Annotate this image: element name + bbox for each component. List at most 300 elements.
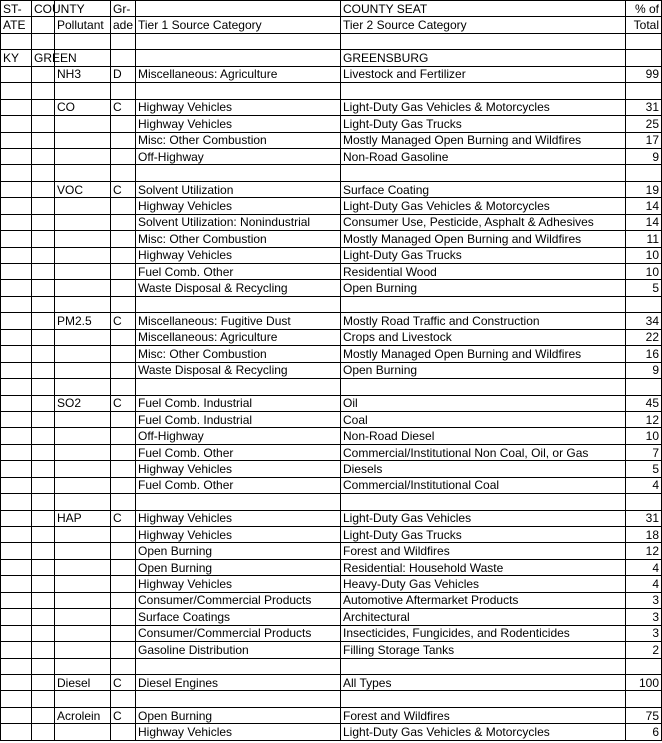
- grade-cell: [111, 148, 136, 164]
- state-cell: ST-: [1, 1, 32, 17]
- state-cell: [1, 346, 32, 362]
- grade-cell: [111, 329, 136, 345]
- percent-cell: 3: [626, 592, 662, 608]
- tier1-source-cell: Fuel Comb. Industrial: [136, 411, 341, 427]
- pollutant-cell: [55, 428, 111, 444]
- pollutant-cell: PM2.5: [55, 313, 111, 329]
- percent-cell: [626, 494, 662, 510]
- state-cell: [1, 527, 32, 543]
- percent-cell: 19: [626, 181, 662, 197]
- pollutant-cell: [55, 559, 111, 575]
- state-cell: ATE: [1, 17, 32, 33]
- state-cell: [1, 609, 32, 625]
- county-cell: [32, 658, 55, 674]
- grade-cell: [111, 346, 136, 362]
- tier2-source-cell: Residential: Household Waste: [341, 559, 626, 575]
- percent-cell: 5: [626, 461, 662, 477]
- pollutant-cell: Diesel: [55, 674, 111, 690]
- tier2-source-cell: Forest and Wildfires: [341, 707, 626, 723]
- tier1-source-cell: Consumer/Commercial Products: [136, 592, 341, 608]
- pollutant-cell: [55, 362, 111, 378]
- pollutant-cell: [55, 148, 111, 164]
- state-cell: [1, 510, 32, 526]
- pollutant-cell: VOC: [55, 181, 111, 197]
- state-cell: [1, 296, 32, 312]
- table-row: [1, 543, 662, 559]
- tier2-source-cell: Open Burning: [341, 280, 626, 296]
- tier2-source-cell: Surface Coating: [341, 181, 626, 197]
- table-row: [1, 510, 662, 526]
- county-cell: [32, 313, 55, 329]
- state-cell: [1, 231, 32, 247]
- grade-cell: ade: [111, 17, 136, 33]
- pollutant-cell: [55, 691, 111, 707]
- percent-cell: 12: [626, 411, 662, 427]
- tier1-source-cell: Highway Vehicles: [136, 527, 341, 543]
- percent-cell: 11: [626, 231, 662, 247]
- table-row: [1, 461, 662, 477]
- tier1-source-cell: Highway Vehicles: [136, 116, 341, 132]
- pollutant-cell: [55, 280, 111, 296]
- county-cell: [32, 444, 55, 460]
- tier2-source-cell: GREENSBURG: [341, 50, 626, 66]
- percent-cell: [626, 658, 662, 674]
- grade-cell: [111, 691, 136, 707]
- pollutant-cell: [55, 543, 111, 559]
- state-cell: [1, 198, 32, 214]
- table-row: [1, 592, 662, 608]
- county-cell: [32, 132, 55, 148]
- table-row: [1, 1, 662, 17]
- county-cell: [32, 543, 55, 559]
- county-cell: [32, 461, 55, 477]
- county-cell: [32, 83, 55, 99]
- state-cell: [1, 247, 32, 263]
- pollutant-cell: [55, 625, 111, 641]
- grade-cell: [111, 362, 136, 378]
- table-row: [1, 329, 662, 345]
- state-cell: [1, 592, 32, 608]
- tier1-source-cell: Miscellaneous: Agriculture: [136, 66, 341, 82]
- grade-cell: C: [111, 707, 136, 723]
- tier1-source-cell: Waste Disposal & Recycling: [136, 362, 341, 378]
- state-cell: [1, 674, 32, 690]
- percent-cell: 100: [626, 674, 662, 690]
- table-row: [1, 181, 662, 197]
- grade-cell: C: [111, 99, 136, 115]
- tier2-source-cell: Mostly Managed Open Burning and Wildfires: [341, 346, 626, 362]
- county-cell: [32, 362, 55, 378]
- percent-cell: 9: [626, 362, 662, 378]
- pollutant-cell: [55, 444, 111, 460]
- percent-cell: 4: [626, 576, 662, 592]
- state-cell: [1, 33, 32, 49]
- percent-cell: 12: [626, 543, 662, 559]
- state-cell: [1, 559, 32, 575]
- table-row: [1, 99, 662, 115]
- tier1-source-cell: Misc: Other Combustion: [136, 132, 341, 148]
- pollutant-cell: Acrolein: [55, 707, 111, 723]
- tier2-source-cell: Light-Duty Gas Vehicles & Motorcycles: [341, 99, 626, 115]
- county-cell: [32, 576, 55, 592]
- tier2-source-cell: [341, 33, 626, 49]
- county-cell: [32, 346, 55, 362]
- table-row: [1, 625, 662, 641]
- pollutant-cell: [55, 83, 111, 99]
- table-row: [1, 214, 662, 230]
- pollutant-cell: [55, 527, 111, 543]
- tier1-source-cell: Off-Highway: [136, 428, 341, 444]
- state-cell: [1, 477, 32, 493]
- tier2-source-cell: Light-Duty Gas Trucks: [341, 116, 626, 132]
- pollutant-cell: [55, 609, 111, 625]
- county-cell: [32, 247, 55, 263]
- county-cell: [32, 642, 55, 658]
- grade-cell: [111, 658, 136, 674]
- state-cell: [1, 691, 32, 707]
- grade-cell: [111, 543, 136, 559]
- pollutant-cell: [55, 132, 111, 148]
- grade-cell: Gr-: [111, 1, 136, 17]
- tier1-source-cell: [136, 33, 341, 49]
- grade-cell: [111, 379, 136, 395]
- state-cell: [1, 494, 32, 510]
- percent-cell: 14: [626, 214, 662, 230]
- table-row: [1, 148, 662, 164]
- pollutant-cell: [55, 231, 111, 247]
- county-cell: [32, 116, 55, 132]
- state-cell: [1, 83, 32, 99]
- pollutant-cell: CO: [55, 99, 111, 115]
- county-cell: [32, 477, 55, 493]
- pollutant-cell: [55, 264, 111, 280]
- tier1-source-cell: Highway Vehicles: [136, 724, 341, 740]
- percent-cell: 99: [626, 66, 662, 82]
- tier2-source-cell: Oil: [341, 395, 626, 411]
- tier2-source-cell: [341, 165, 626, 181]
- percent-cell: 10: [626, 428, 662, 444]
- pollutant-cell: [55, 494, 111, 510]
- tier2-source-cell: Filling Storage Tanks: [341, 642, 626, 658]
- county-cell: [32, 428, 55, 444]
- tier1-source-cell: [136, 165, 341, 181]
- state-cell: [1, 379, 32, 395]
- tier1-source-cell: Misc: Other Combustion: [136, 346, 341, 362]
- tier2-source-cell: Mostly Managed Open Burning and Wildfires: [341, 132, 626, 148]
- tier2-source-cell: Commercial/Institutional Non Coal, Oil, or Gas: [341, 444, 626, 460]
- county-cell: [32, 296, 55, 312]
- percent-cell: 3: [626, 625, 662, 641]
- county-cell: [32, 625, 55, 641]
- tier2-source-cell: Forest and Wildfires: [341, 543, 626, 559]
- county-cell: [32, 411, 55, 427]
- table-row: [1, 17, 662, 33]
- percent-cell: 6: [626, 724, 662, 740]
- percent-cell: 14: [626, 198, 662, 214]
- tier2-source-cell: Automotive Aftermarket Products: [341, 592, 626, 608]
- table-row: [1, 231, 662, 247]
- county-cell: [32, 17, 55, 33]
- tier2-source-cell: Mostly Road Traffic and Construction: [341, 313, 626, 329]
- grade-cell: [111, 264, 136, 280]
- tier1-source-cell: Miscellaneous: Fugitive Dust: [136, 313, 341, 329]
- tier2-source-cell: Consumer Use, Pesticide, Asphalt & Adhesives: [341, 214, 626, 230]
- county-cell: [32, 198, 55, 214]
- pollutant-cell: SO2: [55, 395, 111, 411]
- tier2-source-cell: Architectural: [341, 609, 626, 625]
- percent-cell: 18: [626, 527, 662, 543]
- percent-cell: 7: [626, 444, 662, 460]
- pollutant-cell: [55, 477, 111, 493]
- grade-cell: [111, 411, 136, 427]
- table-row: [1, 50, 662, 66]
- tier2-source-cell: Light-Duty Gas Vehicles & Motorcycles: [341, 198, 626, 214]
- grade-cell: [111, 231, 136, 247]
- tier2-source-cell: Tier 2 Source Category: [341, 17, 626, 33]
- tier2-source-cell: Non-Road Diesel: [341, 428, 626, 444]
- grade-cell: [111, 642, 136, 658]
- table-row: [1, 411, 662, 427]
- county-cell: COUNTY: [32, 1, 55, 17]
- grade-cell: [111, 527, 136, 543]
- tier2-source-cell: COUNTY SEAT: [341, 1, 626, 17]
- county-cell: [32, 674, 55, 690]
- state-cell: [1, 642, 32, 658]
- pollutant-cell: [55, 296, 111, 312]
- percent-cell: 31: [626, 510, 662, 526]
- grade-cell: [111, 609, 136, 625]
- grade-cell: [111, 296, 136, 312]
- table-row: [1, 658, 662, 674]
- state-cell: [1, 543, 32, 559]
- tier1-source-cell: Fuel Comb. Other: [136, 444, 341, 460]
- county-cell: [32, 609, 55, 625]
- percent-cell: 4: [626, 559, 662, 575]
- county-cell: [32, 707, 55, 723]
- pollutant-cell: Pollutant: [55, 17, 111, 33]
- table-row: [1, 33, 662, 49]
- state-cell: [1, 280, 32, 296]
- state-cell: [1, 625, 32, 641]
- tier1-source-cell: Fuel Comb. Other: [136, 477, 341, 493]
- table-row: [1, 576, 662, 592]
- county-cell: [32, 264, 55, 280]
- percent-cell: [626, 691, 662, 707]
- state-cell: [1, 99, 32, 115]
- grade-cell: [111, 50, 136, 66]
- tier2-source-cell: Heavy-Duty Gas Vehicles: [341, 576, 626, 592]
- tier2-source-cell: [341, 296, 626, 312]
- tier1-source-cell: Waste Disposal & Recycling: [136, 280, 341, 296]
- table-row: [1, 83, 662, 99]
- tier1-source-cell: Highway Vehicles: [136, 198, 341, 214]
- table-row: [1, 132, 662, 148]
- percent-cell: 25: [626, 116, 662, 132]
- tier1-source-cell: Surface Coatings: [136, 609, 341, 625]
- pollutant-cell: [55, 214, 111, 230]
- state-cell: [1, 707, 32, 723]
- tier1-source-cell: [136, 83, 341, 99]
- county-cell: [32, 510, 55, 526]
- pollutant-cell: [55, 379, 111, 395]
- tier1-source-cell: Open Burning: [136, 559, 341, 575]
- tier2-source-cell: Diesels: [341, 461, 626, 477]
- percent-cell: [626, 379, 662, 395]
- tier1-source-cell: Highway Vehicles: [136, 510, 341, 526]
- grade-cell: C: [111, 395, 136, 411]
- pollutant-cell: HAP: [55, 510, 111, 526]
- tier1-source-cell: Diesel Engines: [136, 674, 341, 690]
- state-cell: [1, 181, 32, 197]
- percent-cell: [626, 50, 662, 66]
- percent-cell: 4: [626, 477, 662, 493]
- tier2-source-cell: Light-Duty Gas Trucks: [341, 527, 626, 543]
- table-row: [1, 674, 662, 690]
- table-body: [1, 1, 662, 741]
- grade-cell: [111, 625, 136, 641]
- state-cell: [1, 362, 32, 378]
- tier2-source-cell: Crops and Livestock: [341, 329, 626, 345]
- table-row: [1, 346, 662, 362]
- table-row: [1, 527, 662, 543]
- pollutant-cell: [55, 346, 111, 362]
- table-row: [1, 198, 662, 214]
- county-cell: [32, 379, 55, 395]
- grade-cell: [111, 132, 136, 148]
- grade-cell: [111, 559, 136, 575]
- tier1-source-cell: Consumer/Commercial Products: [136, 625, 341, 641]
- state-cell: [1, 165, 32, 181]
- pollutant-cell: [55, 247, 111, 263]
- county-cell: [32, 148, 55, 164]
- grade-cell: [111, 83, 136, 99]
- grade-cell: C: [111, 674, 136, 690]
- state-cell: [1, 724, 32, 740]
- grade-cell: [111, 477, 136, 493]
- county-cell: [32, 724, 55, 740]
- county-cell: [32, 395, 55, 411]
- tier1-source-cell: [136, 691, 341, 707]
- table-row: [1, 116, 662, 132]
- grade-cell: [111, 214, 136, 230]
- county-cell: GREEN: [32, 50, 55, 66]
- pollutant-cell: NH3: [55, 66, 111, 82]
- table-row: [1, 165, 662, 181]
- state-cell: [1, 444, 32, 460]
- state-cell: [1, 329, 32, 345]
- state-cell: [1, 148, 32, 164]
- tier2-source-cell: [341, 494, 626, 510]
- table-row: [1, 642, 662, 658]
- table-row: [1, 264, 662, 280]
- tier2-source-cell: Non-Road Gasoline: [341, 148, 626, 164]
- grade-cell: [111, 165, 136, 181]
- table-row: [1, 609, 662, 625]
- tier1-source-cell: [136, 379, 341, 395]
- county-cell: [32, 329, 55, 345]
- table-row: [1, 559, 662, 575]
- table-row: [1, 247, 662, 263]
- percent-cell: 2: [626, 642, 662, 658]
- county-cell: [32, 214, 55, 230]
- county-cell: [32, 66, 55, 82]
- percent-cell: [626, 165, 662, 181]
- percent-cell: 34: [626, 313, 662, 329]
- grade-cell: [111, 592, 136, 608]
- table-row: [1, 66, 662, 82]
- state-cell: [1, 116, 32, 132]
- percent-cell: 10: [626, 264, 662, 280]
- tier1-source-cell: Solvent Utilization: Nonindustrial: [136, 214, 341, 230]
- grade-cell: D: [111, 66, 136, 82]
- percent-cell: 45: [626, 395, 662, 411]
- tier2-source-cell: Open Burning: [341, 362, 626, 378]
- table-row: [1, 444, 662, 460]
- percent-cell: 75: [626, 707, 662, 723]
- tier2-source-cell: All Types: [341, 674, 626, 690]
- pollutant-cell: [55, 165, 111, 181]
- state-cell: [1, 264, 32, 280]
- table-row: [1, 296, 662, 312]
- tier1-source-cell: Fuel Comb. Other: [136, 264, 341, 280]
- grade-cell: C: [111, 510, 136, 526]
- percent-cell: Total: [626, 17, 662, 33]
- table-row: [1, 428, 662, 444]
- percent-cell: 3: [626, 609, 662, 625]
- county-cell: [32, 99, 55, 115]
- county-cell: [32, 280, 55, 296]
- tier2-source-cell: Light-Duty Gas Trucks: [341, 247, 626, 263]
- state-cell: [1, 658, 32, 674]
- county-cell: [32, 181, 55, 197]
- pollutant-cell: [55, 329, 111, 345]
- grade-cell: [111, 461, 136, 477]
- state-cell: [1, 395, 32, 411]
- table-row: [1, 379, 662, 395]
- grade-cell: [111, 444, 136, 460]
- percent-cell: 31: [626, 99, 662, 115]
- percent-cell: [626, 83, 662, 99]
- table-row: [1, 691, 662, 707]
- grade-cell: [111, 494, 136, 510]
- percent-cell: 5: [626, 280, 662, 296]
- pollutant-cell: [55, 411, 111, 427]
- pollutant-cell: [55, 576, 111, 592]
- grade-cell: [111, 576, 136, 592]
- tier1-source-cell: Tier 1 Source Category: [136, 17, 341, 33]
- state-cell: KY: [1, 50, 32, 66]
- county-cell: [32, 592, 55, 608]
- state-cell: [1, 66, 32, 82]
- percent-cell: 16: [626, 346, 662, 362]
- tier1-source-cell: Highway Vehicles: [136, 99, 341, 115]
- table-row: [1, 707, 662, 723]
- state-cell: [1, 576, 32, 592]
- pollutant-cell: [55, 724, 111, 740]
- grade-cell: [111, 724, 136, 740]
- tier1-source-cell: [136, 1, 341, 17]
- tier1-source-cell: Off-Highway: [136, 148, 341, 164]
- grade-cell: [111, 116, 136, 132]
- tier2-source-cell: Livestock and Fertilizer: [341, 66, 626, 82]
- tier2-source-cell: Commercial/Institutional Coal: [341, 477, 626, 493]
- pollutant-cell: [55, 198, 111, 214]
- tier1-source-cell: [136, 658, 341, 674]
- table-row: [1, 362, 662, 378]
- state-cell: [1, 411, 32, 427]
- percent-cell: 17: [626, 132, 662, 148]
- grade-cell: C: [111, 313, 136, 329]
